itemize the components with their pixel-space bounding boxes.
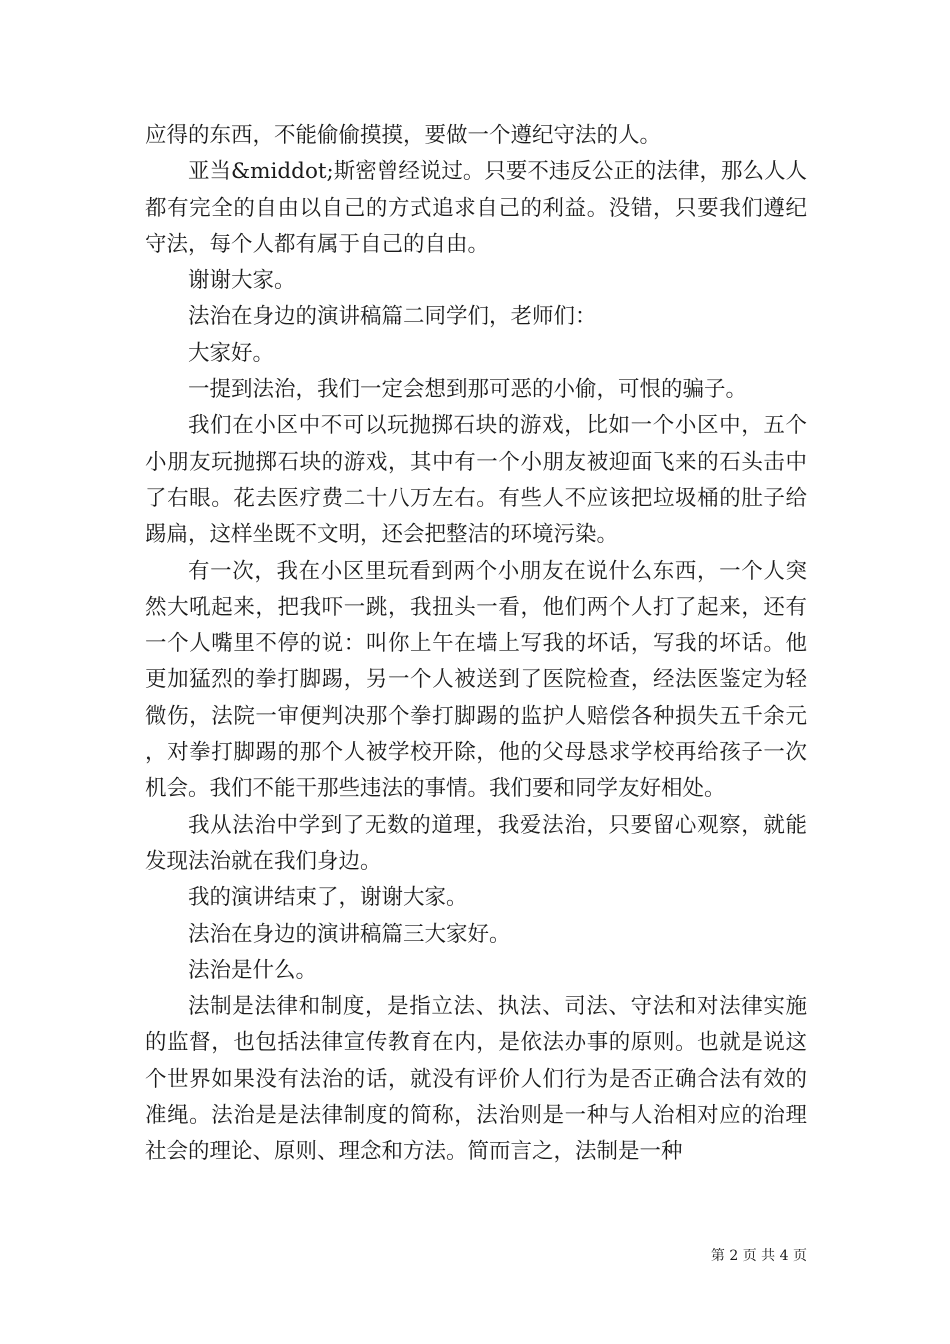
paragraph: 亚当&middot;斯密曾经说过。只要不违反公正的法律，那么人人都有完全的自由以自己的方式追求自己的利益。没错，只要我们遵纪守法，每个人都有属于自己的自由。 — [145, 159, 807, 257]
paragraph: 我从法治中学到了无数的道理，我爱法治，只要留心观察，就能发现法治就在我们身边。 — [145, 812, 807, 874]
paragraph: 我们在小区中不可以玩抛掷石块的游戏，比如一个小区中，五个小朋友玩抛掷石块的游戏，其中有一个小朋友被迎面飞来的石头击中了右眼。花去医疗费二十八万左右。有些人不应该把垃圾桶的肚子给踢扁，这样坐既不文明，还会把整洁的环境污染。 — [145, 413, 807, 548]
paragraph: 谢谢大家。 — [188, 268, 296, 294]
paragraph: 法治在身边的演讲稿篇二同学们，老师们： — [188, 304, 597, 330]
paragraph: 法治在身边的演讲稿篇三大家好。 — [188, 921, 511, 947]
paragraph: 我的演讲结束了，谢谢大家。 — [188, 885, 468, 911]
page-number: 第 2 页 共 4 页 — [710, 1248, 807, 1264]
document-body — [145, 118, 807, 1171]
paragraph: 法制是法律和制度，是指立法、执法、司法、守法和对法律实施的监督，也包括法律宣传教育在内，是依法办事的原则。也就是说这个世界如果没有法治的话，就没有评价人们行为是否正确合法有效的准绳。法治是是法律制度的简称，法治则是一种与人治相对应的治理社会的理论、原则、理念和方法。简而言之，法制是一种 — [145, 994, 807, 1165]
paragraph: 法治是什么。 — [188, 957, 318, 983]
paragraph: 有一次，我在小区里玩看到两个小朋友在说什么东西，一个人突然大吼起来，把我吓一跳，我扭头一看，他们两个人打了起来，还有一个人嘴里不停的说：叫你上午在墙上写我的坏话，写我的坏话。他更加猛烈的拳打脚踢，另一个人被送到了医院检查，经法医鉴定为轻微伤，法院一审便判决那个拳打脚踢的监护人赔偿各种损失五千余元，对拳打脚踢的那个人被学校开除，他的父母恳求学校再给孩子一次机会。我们不能干那些违法的事情。我们要和同学友好相处。 — [145, 558, 807, 802]
paragraph: 大家好。 — [188, 340, 275, 366]
paragraph: 一提到法治，我们一定会想到那可恶的小偷，可恨的骗子。 — [188, 377, 748, 403]
paragraph-continuation: 应得的东西，不能偷偷摸摸，要做一个遵纪守法的人。 — [145, 123, 662, 148]
